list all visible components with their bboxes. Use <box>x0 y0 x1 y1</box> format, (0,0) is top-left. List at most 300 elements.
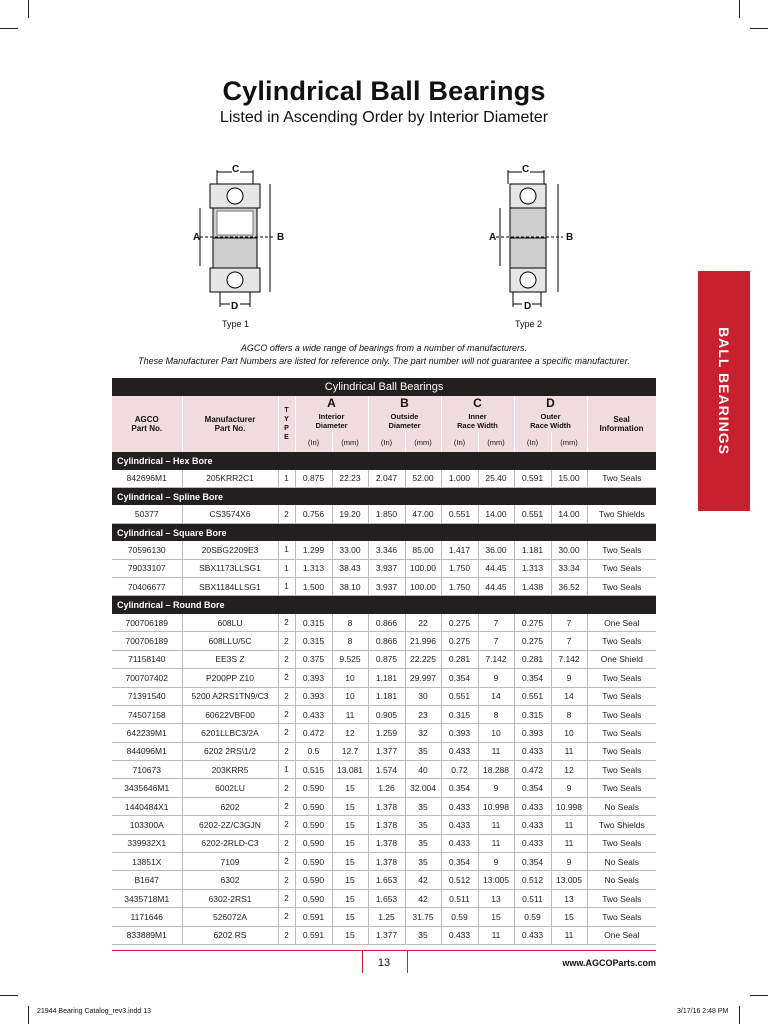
table-cell: 700706189 <box>112 632 182 650</box>
crop-mark <box>739 1006 740 1024</box>
table-cell: 1.181 <box>368 687 405 705</box>
table-cell: 0.875 <box>368 650 405 668</box>
table-cell: 1.377 <box>368 742 405 760</box>
table-cell: 11 <box>478 816 514 834</box>
table-cell: 0.433 <box>514 797 551 815</box>
table-cell: 0.354 <box>514 669 551 687</box>
note-line-1: AGCO offers a wide range of bearings from a number of manufacturers. <box>240 343 528 353</box>
table-cell: Two Seals <box>587 578 656 596</box>
table-cell: 6202-2Z/C3GJN <box>182 816 278 834</box>
table-cell: 842696M1 <box>112 470 182 488</box>
table-cell: 35 <box>405 926 441 944</box>
dimension-label-d: D <box>231 301 239 312</box>
table-cell: 9 <box>551 853 587 871</box>
table-cell: 70596130 <box>112 541 182 559</box>
table-cell: 10 <box>478 724 514 742</box>
col-header-seal: Seal Information <box>587 396 656 452</box>
table-cell: 13 <box>478 889 514 907</box>
table-cell: 0.511 <box>441 889 478 907</box>
table-cell: 100.00 <box>405 578 441 596</box>
table-cell: One Shield <box>587 650 656 668</box>
table-cell: 0.354 <box>441 853 478 871</box>
table-cell: 1.417 <box>441 541 478 559</box>
table-cell: 79033107 <box>112 559 182 577</box>
side-tab-label: BALL BEARINGS <box>716 327 732 455</box>
table-cell: 0.393 <box>514 724 551 742</box>
table-cell: 2 <box>278 779 295 797</box>
table-cell: 1.850 <box>368 505 405 523</box>
table-cell: Two Seals <box>587 724 656 742</box>
table-cell: P200PP Z10 <box>182 669 278 687</box>
table-cell: 710673 <box>112 761 182 779</box>
table-cell: Two Seals <box>587 834 656 852</box>
section-title: Cylindrical – Hex Bore <box>112 452 656 470</box>
table-row <box>112 505 656 523</box>
table-cell: Two Seals <box>587 779 656 797</box>
table-cell: 1.378 <box>368 853 405 871</box>
table-cell: 7 <box>478 632 514 650</box>
table-cell: 1.378 <box>368 797 405 815</box>
table-cell: 19.20 <box>332 505 368 523</box>
table-cell: 71158140 <box>112 650 182 668</box>
table-row <box>112 889 656 907</box>
table-row <box>112 559 656 577</box>
table-cell: 13.005 <box>551 871 587 889</box>
col-header-c: C <box>441 396 514 410</box>
table-cell: 60622VBF00 <box>182 705 278 723</box>
table-cell: 9 <box>478 853 514 871</box>
table-cell: 0.512 <box>441 871 478 889</box>
table-cell: 11 <box>332 705 368 723</box>
table-cell: 205KRR2C1 <box>182 470 278 488</box>
table-row <box>112 834 656 852</box>
section-header-row <box>112 523 656 541</box>
section-header-row <box>112 452 656 470</box>
table-cell: 2 <box>278 705 295 723</box>
table-cell: 9 <box>551 779 587 797</box>
table-cell: 2 <box>278 614 295 632</box>
table-cell: Two Shields <box>587 816 656 834</box>
crop-mark <box>28 0 29 18</box>
table-cell: 38.43 <box>332 559 368 577</box>
table-cell: 6202-2RLD-C3 <box>182 834 278 852</box>
table-cell: 36.00 <box>478 541 514 559</box>
table-cell: 1.438 <box>514 578 551 596</box>
table-cell: 700707402 <box>112 669 182 687</box>
unit-mm: (mm) <box>551 432 587 452</box>
table-cell: 9 <box>551 669 587 687</box>
table-cell: 15 <box>332 889 368 907</box>
table-cell: 2.047 <box>368 470 405 488</box>
unit-in: (In) <box>368 432 405 452</box>
table-row <box>112 470 656 488</box>
table-cell: 1.259 <box>368 724 405 742</box>
table-cell: Two Seals <box>587 541 656 559</box>
table-cell: 8 <box>332 632 368 650</box>
table-cell: 13 <box>551 889 587 907</box>
table-cell: 0.866 <box>368 632 405 650</box>
bearing-diagram-type2 <box>478 162 588 332</box>
table-cell: 2 <box>278 687 295 705</box>
table-cell: CS3574X6 <box>182 505 278 523</box>
table-cell: 9 <box>478 669 514 687</box>
table-row <box>112 669 656 687</box>
unit-mm: (mm) <box>478 432 514 452</box>
table-cell: No Seals <box>587 853 656 871</box>
col-header-d: D <box>514 396 587 410</box>
table-row <box>112 779 656 797</box>
table-row <box>112 853 656 871</box>
col-header-a-label: Interior Diameter <box>295 410 368 432</box>
table-cell: 3.937 <box>368 578 405 596</box>
table-cell: 20SBG2209E3 <box>182 541 278 559</box>
table-cell: 0.5 <box>295 742 332 760</box>
table-row <box>112 705 656 723</box>
table-cell: 0.590 <box>295 834 332 852</box>
table-cell: 526072A <box>182 908 278 926</box>
table-row <box>112 816 656 834</box>
table-cell: 15 <box>478 908 514 926</box>
table-cell: 12 <box>551 761 587 779</box>
table-cell: 0.393 <box>295 687 332 705</box>
table-cell: 13851X <box>112 853 182 871</box>
table-cell: 22 <box>405 614 441 632</box>
table-cell: 15.00 <box>551 470 587 488</box>
table-cell: 7 <box>478 614 514 632</box>
table-cell: 42 <box>405 871 441 889</box>
table-cell: 44.45 <box>478 559 514 577</box>
table-cell: 0.375 <box>295 650 332 668</box>
table-cell: Two Seals <box>587 687 656 705</box>
table-cell: 36.52 <box>551 578 587 596</box>
table-cell: 0.472 <box>295 724 332 742</box>
table-cell: 0.433 <box>514 816 551 834</box>
website-link[interactable]: www.AGCOParts.com <box>562 958 656 968</box>
table-cell: 3435646M1 <box>112 779 182 797</box>
table-cell: 8 <box>332 614 368 632</box>
print-slug-file: 21944 Bearing Catalog_rev3.indd 13 <box>37 1008 152 1015</box>
table-cell: 15 <box>332 908 368 926</box>
table-cell: 1.299 <box>295 541 332 559</box>
table-cell: 0.281 <box>514 650 551 668</box>
table-cell: 11 <box>478 742 514 760</box>
table-cell: One Seal <box>587 614 656 632</box>
table-cell: Two Seals <box>587 889 656 907</box>
table-cell: 0.315 <box>441 705 478 723</box>
table-cell: 44.45 <box>478 578 514 596</box>
table-cell: 18.288 <box>478 761 514 779</box>
table-row <box>112 797 656 815</box>
table-cell: Two Seals <box>587 742 656 760</box>
table-cell: 0.393 <box>295 669 332 687</box>
table-cell: 11 <box>478 834 514 852</box>
table-cell: 2 <box>278 816 295 834</box>
table-cell: 0.756 <box>295 505 332 523</box>
table-cell: 40 <box>405 761 441 779</box>
col-header-b-label: Outside Diameter <box>368 410 441 432</box>
table-cell: EE3S Z <box>182 650 278 668</box>
table-cell: 0.591 <box>295 908 332 926</box>
table-cell: 42 <box>405 889 441 907</box>
table-cell: 0.551 <box>441 505 478 523</box>
table-cell: Two Seals <box>587 559 656 577</box>
crop-mark <box>739 0 740 18</box>
unit-in: (In) <box>514 432 551 452</box>
col-header-agco: AGCO Part No. <box>112 396 182 452</box>
note-line-2: These Manufacturer Part Numbers are listed for reference only. The part number will not guarantee a specific manufacturer. <box>138 356 630 366</box>
table-cell: 11 <box>551 816 587 834</box>
table-cell: 6202 <box>182 797 278 815</box>
table-cell: Two Seals <box>587 632 656 650</box>
table-cell: 1.181 <box>514 541 551 559</box>
table-row <box>112 926 656 944</box>
table-cell: 12.7 <box>332 742 368 760</box>
table-cell: 0.433 <box>441 926 478 944</box>
table-cell: 47.00 <box>405 505 441 523</box>
table-cell: 9.525 <box>332 650 368 668</box>
unit-in: (In) <box>295 432 332 452</box>
table-cell: 35 <box>405 816 441 834</box>
table-cell: 0.275 <box>441 632 478 650</box>
dimension-label-c: C <box>232 164 240 175</box>
table-cell: 0.275 <box>514 614 551 632</box>
table-cell: 85.00 <box>405 541 441 559</box>
table-cell: 32 <box>405 724 441 742</box>
table-cell: 3435718M1 <box>112 889 182 907</box>
table-cell: 14.00 <box>551 505 587 523</box>
table-row <box>112 650 656 668</box>
table-cell: 70406677 <box>112 578 182 596</box>
table-cell: Two Seals <box>587 761 656 779</box>
table-cell: 100.00 <box>405 559 441 577</box>
table-cell: 642239M1 <box>112 724 182 742</box>
table-cell: Two Seals <box>587 705 656 723</box>
table-cell: 6201LLBC3/2A <box>182 724 278 742</box>
page-title: Cylindrical Ball Bearings <box>222 76 546 106</box>
table-cell: 50377 <box>112 505 182 523</box>
table-cell: 15 <box>332 853 368 871</box>
table-cell: 9 <box>478 779 514 797</box>
table-cell: 35 <box>405 742 441 760</box>
table-cell: 3.346 <box>368 541 405 559</box>
table-cell: 2 <box>278 505 295 523</box>
crop-mark <box>28 1006 29 1024</box>
table-cell: 6302-2RS1 <box>182 889 278 907</box>
col-header-c-label: Inner Race Width <box>441 410 514 432</box>
diagram-caption-type1: Type 1 <box>222 319 250 329</box>
table-cell: 14.00 <box>478 505 514 523</box>
table-cell: 0.59 <box>441 908 478 926</box>
table-cell: 0.433 <box>514 742 551 760</box>
table-cell: 22.225 <box>405 650 441 668</box>
table-cell: 1.181 <box>368 669 405 687</box>
dimension-label-a: A <box>193 232 201 243</box>
table-cell: 2 <box>278 834 295 852</box>
table-cell: 7.142 <box>551 650 587 668</box>
table-cell: 0.354 <box>441 669 478 687</box>
table-cell: SBX1173LLSG1 <box>182 559 278 577</box>
crop-mark <box>750 28 768 29</box>
table-cell: 25.40 <box>478 470 514 488</box>
col-header-manufacturer: Manufacturer Part No. <box>182 396 278 452</box>
table-cell: 5200 A2RS1TN9/C3 <box>182 687 278 705</box>
table-cell: 0.551 <box>441 687 478 705</box>
table-cell: 12 <box>332 724 368 742</box>
unit-in: (In) <box>441 432 478 452</box>
table-cell: 0.590 <box>295 816 332 834</box>
table-row <box>112 742 656 760</box>
table-cell: 1.25 <box>368 908 405 926</box>
table-cell: 0.591 <box>514 470 551 488</box>
table-cell: One Seal <box>587 926 656 944</box>
table-row <box>112 632 656 650</box>
table-cell: Two Seals <box>587 470 656 488</box>
table-cell: 7.142 <box>478 650 514 668</box>
table-cell: 0.315 <box>295 632 332 650</box>
table-cell: 29.997 <box>405 669 441 687</box>
table-cell: 15 <box>551 908 587 926</box>
table-cell: 608LU <box>182 614 278 632</box>
table-cell: 30 <box>405 687 441 705</box>
table-cell: 0.433 <box>441 742 478 760</box>
table-cell: 0.275 <box>514 632 551 650</box>
table-cell: 31.75 <box>405 908 441 926</box>
side-tab <box>698 271 750 511</box>
section-title: Cylindrical – Square Bore <box>112 523 656 541</box>
table-cell: 0.72 <box>441 761 478 779</box>
table-cell: 71391540 <box>112 687 182 705</box>
table-cell: 8 <box>551 705 587 723</box>
table-cell: 844096M1 <box>112 742 182 760</box>
table-cell: 11 <box>551 926 587 944</box>
table-cell: 1 <box>278 578 295 596</box>
table-row <box>112 687 656 705</box>
table-cell: 0.590 <box>295 871 332 889</box>
section-header-row <box>112 596 656 614</box>
table-cell: 11 <box>551 742 587 760</box>
dimension-label-d: D <box>524 301 532 312</box>
table-cell: 1.653 <box>368 889 405 907</box>
table-cell: 21.996 <box>405 632 441 650</box>
table-cell: 1 <box>278 541 295 559</box>
table-cell: 0.590 <box>295 853 332 871</box>
dimension-label-b: B <box>566 232 574 243</box>
table-cell: 11 <box>478 926 514 944</box>
col-header-a: A <box>295 396 368 410</box>
table-cell: 0.590 <box>295 889 332 907</box>
page-number: 13 <box>377 957 391 969</box>
table-cell: 52.00 <box>405 470 441 488</box>
table-cell: B1647 <box>112 871 182 889</box>
table-cell: 1 <box>278 559 295 577</box>
table-cell: 0.433 <box>514 834 551 852</box>
table-cell: 1.313 <box>295 559 332 577</box>
col-header-b: B <box>368 396 441 410</box>
table-cell: 0.511 <box>514 889 551 907</box>
table-cell: 10 <box>332 669 368 687</box>
table-cell: 13.005 <box>478 871 514 889</box>
table-cell: 0.315 <box>295 614 332 632</box>
table-cell: 35 <box>405 797 441 815</box>
table-cell: 15 <box>332 871 368 889</box>
table-cell: 0.354 <box>441 779 478 797</box>
table-cell: 22.23 <box>332 470 368 488</box>
table-cell: 2 <box>278 724 295 742</box>
table-cell: 1.500 <box>295 578 332 596</box>
table-cell: 0.433 <box>295 705 332 723</box>
table-cell: 203KRR5 <box>182 761 278 779</box>
unit-mm: (mm) <box>405 432 441 452</box>
table-cell: 15 <box>332 926 368 944</box>
table-cell: 6202 RS <box>182 926 278 944</box>
table-cell: 7 <box>551 632 587 650</box>
section-title: Cylindrical – Round Bore <box>112 596 656 614</box>
table-cell: Two Seals <box>587 908 656 926</box>
table-cell: 0.281 <box>441 650 478 668</box>
table-cell: 7 <box>551 614 587 632</box>
table-cell: 2 <box>278 853 295 871</box>
table-cell: 1.750 <box>441 559 478 577</box>
table-cell: 0.433 <box>441 797 478 815</box>
table-cell: 1 <box>278 470 295 488</box>
table-cell: 10.998 <box>478 797 514 815</box>
table-cell: Two Shields <box>587 505 656 523</box>
table-cell: 0.433 <box>441 816 478 834</box>
table-row <box>112 614 656 632</box>
table-cell: 0.275 <box>441 614 478 632</box>
table-cell: 0.590 <box>295 797 332 815</box>
table-cell: 1440484X1 <box>112 797 182 815</box>
table-cell: 1.000 <box>441 470 478 488</box>
table-cell: 0.591 <box>295 926 332 944</box>
section-title: Cylindrical – Spline Bore <box>112 487 656 505</box>
table-cell: 30.00 <box>551 541 587 559</box>
table-cell: 8 <box>478 705 514 723</box>
table-row <box>112 761 656 779</box>
table-cell: 0.512 <box>514 871 551 889</box>
table-cell: 103300A <box>112 816 182 834</box>
table-cell: 10 <box>332 687 368 705</box>
table-row <box>112 578 656 596</box>
table-cell: 10.998 <box>551 797 587 815</box>
table-cell: 833889M1 <box>112 926 182 944</box>
table-cell: 1.313 <box>514 559 551 577</box>
table-cell: 1.750 <box>441 578 478 596</box>
table-row <box>112 724 656 742</box>
table-cell: 6302 <box>182 871 278 889</box>
table-cell: 0.59 <box>514 908 551 926</box>
col-header-type: T Y P E <box>278 396 295 452</box>
diagram-caption-type2: Type 2 <box>515 319 543 329</box>
table-cell: 7109 <box>182 853 278 871</box>
table-cell: 2 <box>278 797 295 815</box>
col-header-d-label: Outer Race Width <box>514 410 587 432</box>
table-cell: 11 <box>551 834 587 852</box>
table-cell: 0.866 <box>368 614 405 632</box>
table-cell: 1.26 <box>368 779 405 797</box>
table-cell: 10 <box>551 724 587 742</box>
table-cell: 0.515 <box>295 761 332 779</box>
table-cell: 0.905 <box>368 705 405 723</box>
dimension-label-b: B <box>277 232 285 243</box>
table-cell: 2 <box>278 742 295 760</box>
table-cell: 23 <box>405 705 441 723</box>
unit-mm: (mm) <box>332 432 368 452</box>
section-header-row <box>112 487 656 505</box>
table-cell: 0.875 <box>295 470 332 488</box>
table-cell: 6002LU <box>182 779 278 797</box>
table-cell: 33.34 <box>551 559 587 577</box>
